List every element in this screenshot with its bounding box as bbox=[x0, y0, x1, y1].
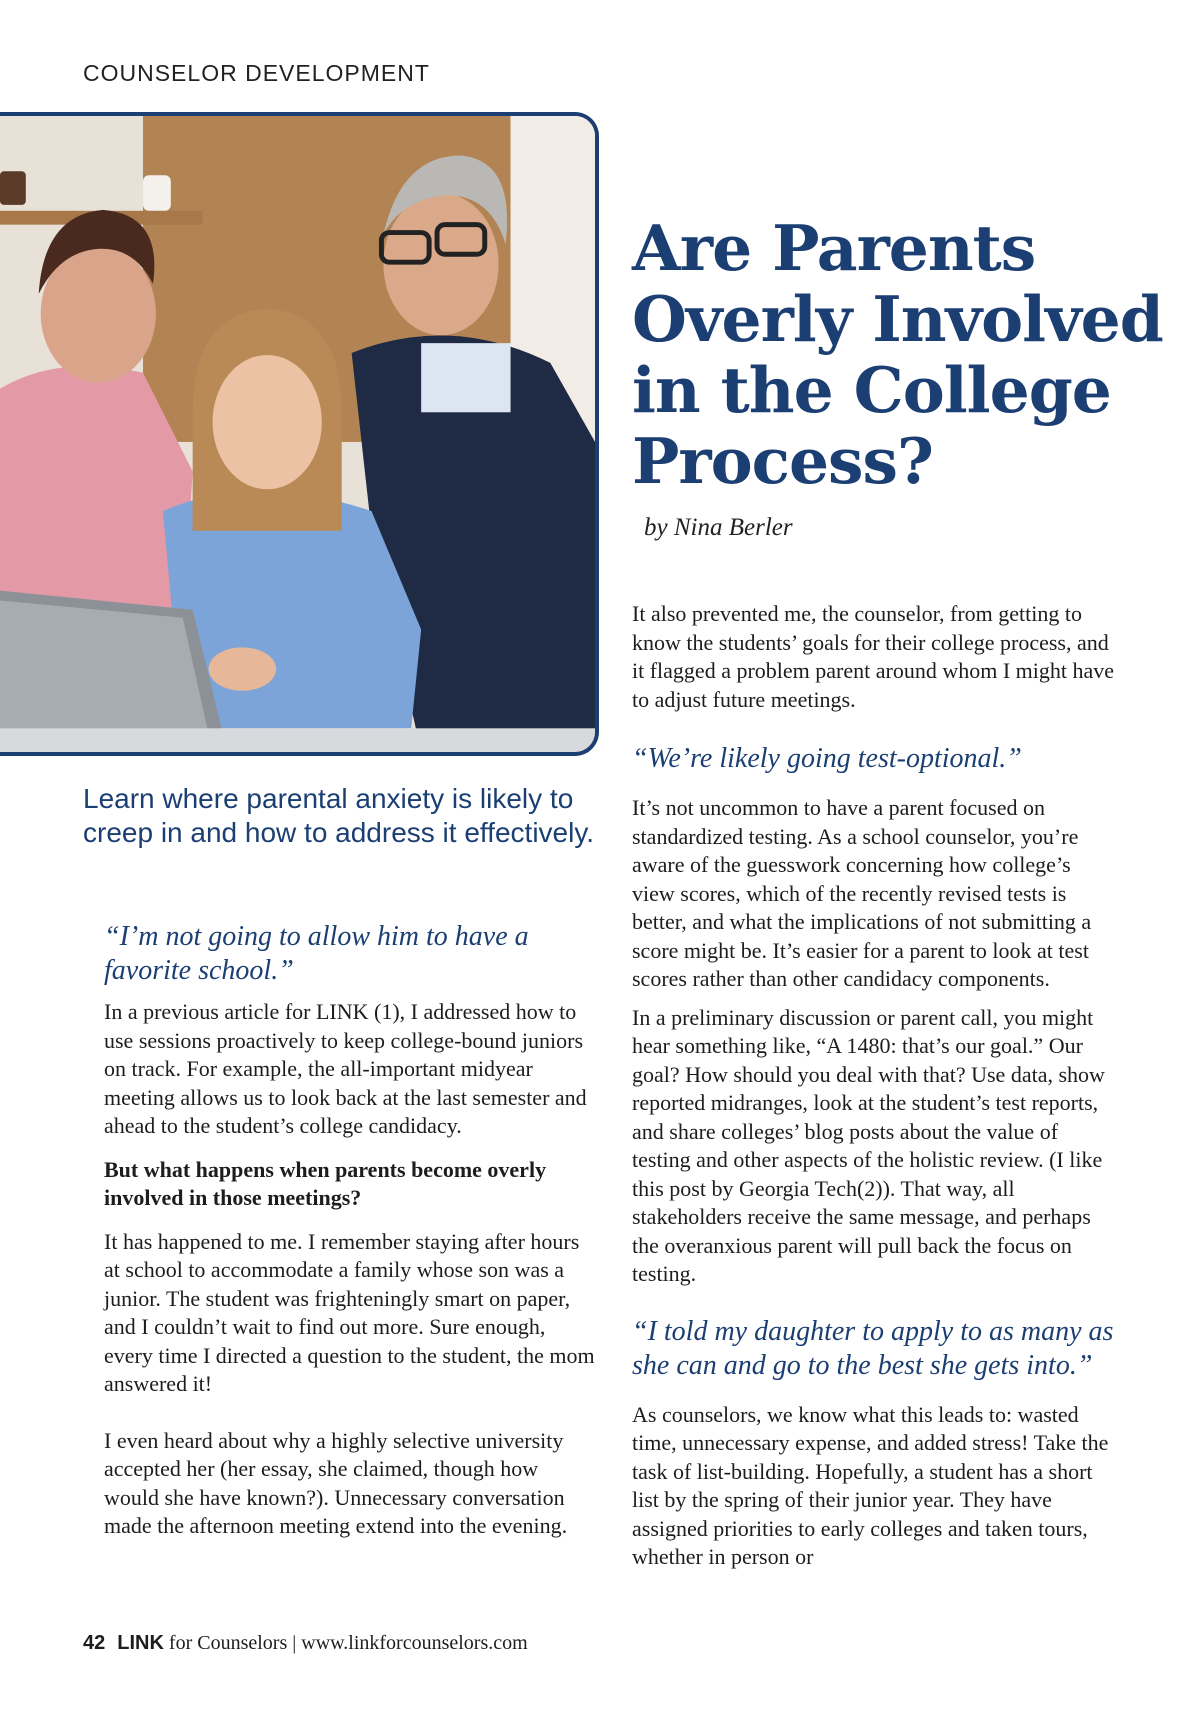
body-paragraph: I even heard about why a highly selective university accepted her (her essay, she claimed, though how would she have known?). Unnecessary conversation made the afternoon meeting extend into the evening. bbox=[104, 1427, 568, 1538]
body-paragraph: As counselors, we know what this leads to: wasted time, unnecessary expense, and added stress! Take the task of list-building. Hopefully, a student has a short list by the spring of their junior year. They have assigned priorities to early colleges and taken tours, whether in person or bbox=[632, 1401, 1109, 1569]
page-number: 42 bbox=[83, 1632, 106, 1654]
left-column bbox=[104, 920, 596, 1541]
pull-quote: “We’re likely going test-optional.” bbox=[632, 743, 1022, 774]
byline: by Nina Berler bbox=[644, 514, 793, 541]
article-deck: Learn where parental anxiety is likely to creep in and how to address it effectively. bbox=[83, 783, 595, 848]
right-column bbox=[632, 600, 1117, 1572]
family-at-laptop-illustration bbox=[0, 116, 595, 752]
article-headline: Are Parents Overly Involved in the College Process? bbox=[632, 211, 1163, 498]
body-subhead: But what happens when parents become overly involved in those meetings? bbox=[104, 1156, 547, 1210]
pull-quote: “I told my daughter to apply to as many as she can and go to the best she gets into.” bbox=[632, 1315, 1114, 1381]
footer-brand: LINK bbox=[117, 1632, 164, 1654]
page-footer bbox=[83, 1632, 528, 1655]
body-paragraph: It also prevented me, the counselor, from getting to know the students’ goals for their college process, and it flagged a problem parent around whom I might have to adjust future meetings. bbox=[632, 601, 1115, 712]
body-paragraph: It has happened to me. I remember staying after hours at school to accommodate a family whose son was a junior. The student was frighteningly smart on paper, and I couldn’t wait to find out more. Sure enough, every time I directed a question to the student, the mom answered it! bbox=[104, 1228, 595, 1396]
body-paragraph: In a preliminary discussion or parent call, you might hear something like, “A 1480: that’s our goal.” Our goal? How should you deal with that? Use data, show reported midranges, look at the student’s test reports, and share colleges’ blog posts about the value of testing and other aspects of the holistic review. (I like this post by Georgia Tech(2)). That way, all stakeholders receive the same message, and perhaps the overanxious parent will pull back the focus on testing. bbox=[632, 1004, 1105, 1286]
body-paragraph: In a previous article for LINK (1), I addressed how to use sessions proactively to keep college-bound juniors on track. For example, the all-important midyear meeting allows us to look back at the last semester and ahead to the student’s college candidacy. bbox=[104, 999, 587, 1138]
section-label: COUNSELOR DEVELOPMENT bbox=[83, 60, 430, 86]
footer-text: for Counselors | www.linkforcounselors.com bbox=[163, 1632, 528, 1654]
body-paragraph: It’s not uncommon to have a parent focused on standardized testing. As a school counselor, you’re aware of the guesswork concerning how college’s view scores, which of the recently revised tests is better, and what the implications of not submitting a score might be. It’s easier for a parent to look at test scores rather than other candidacy components. bbox=[632, 795, 1092, 991]
pull-quote: “I’m not going to allow him to have a favorite school.” bbox=[104, 921, 529, 986]
article-photo bbox=[0, 112, 599, 756]
